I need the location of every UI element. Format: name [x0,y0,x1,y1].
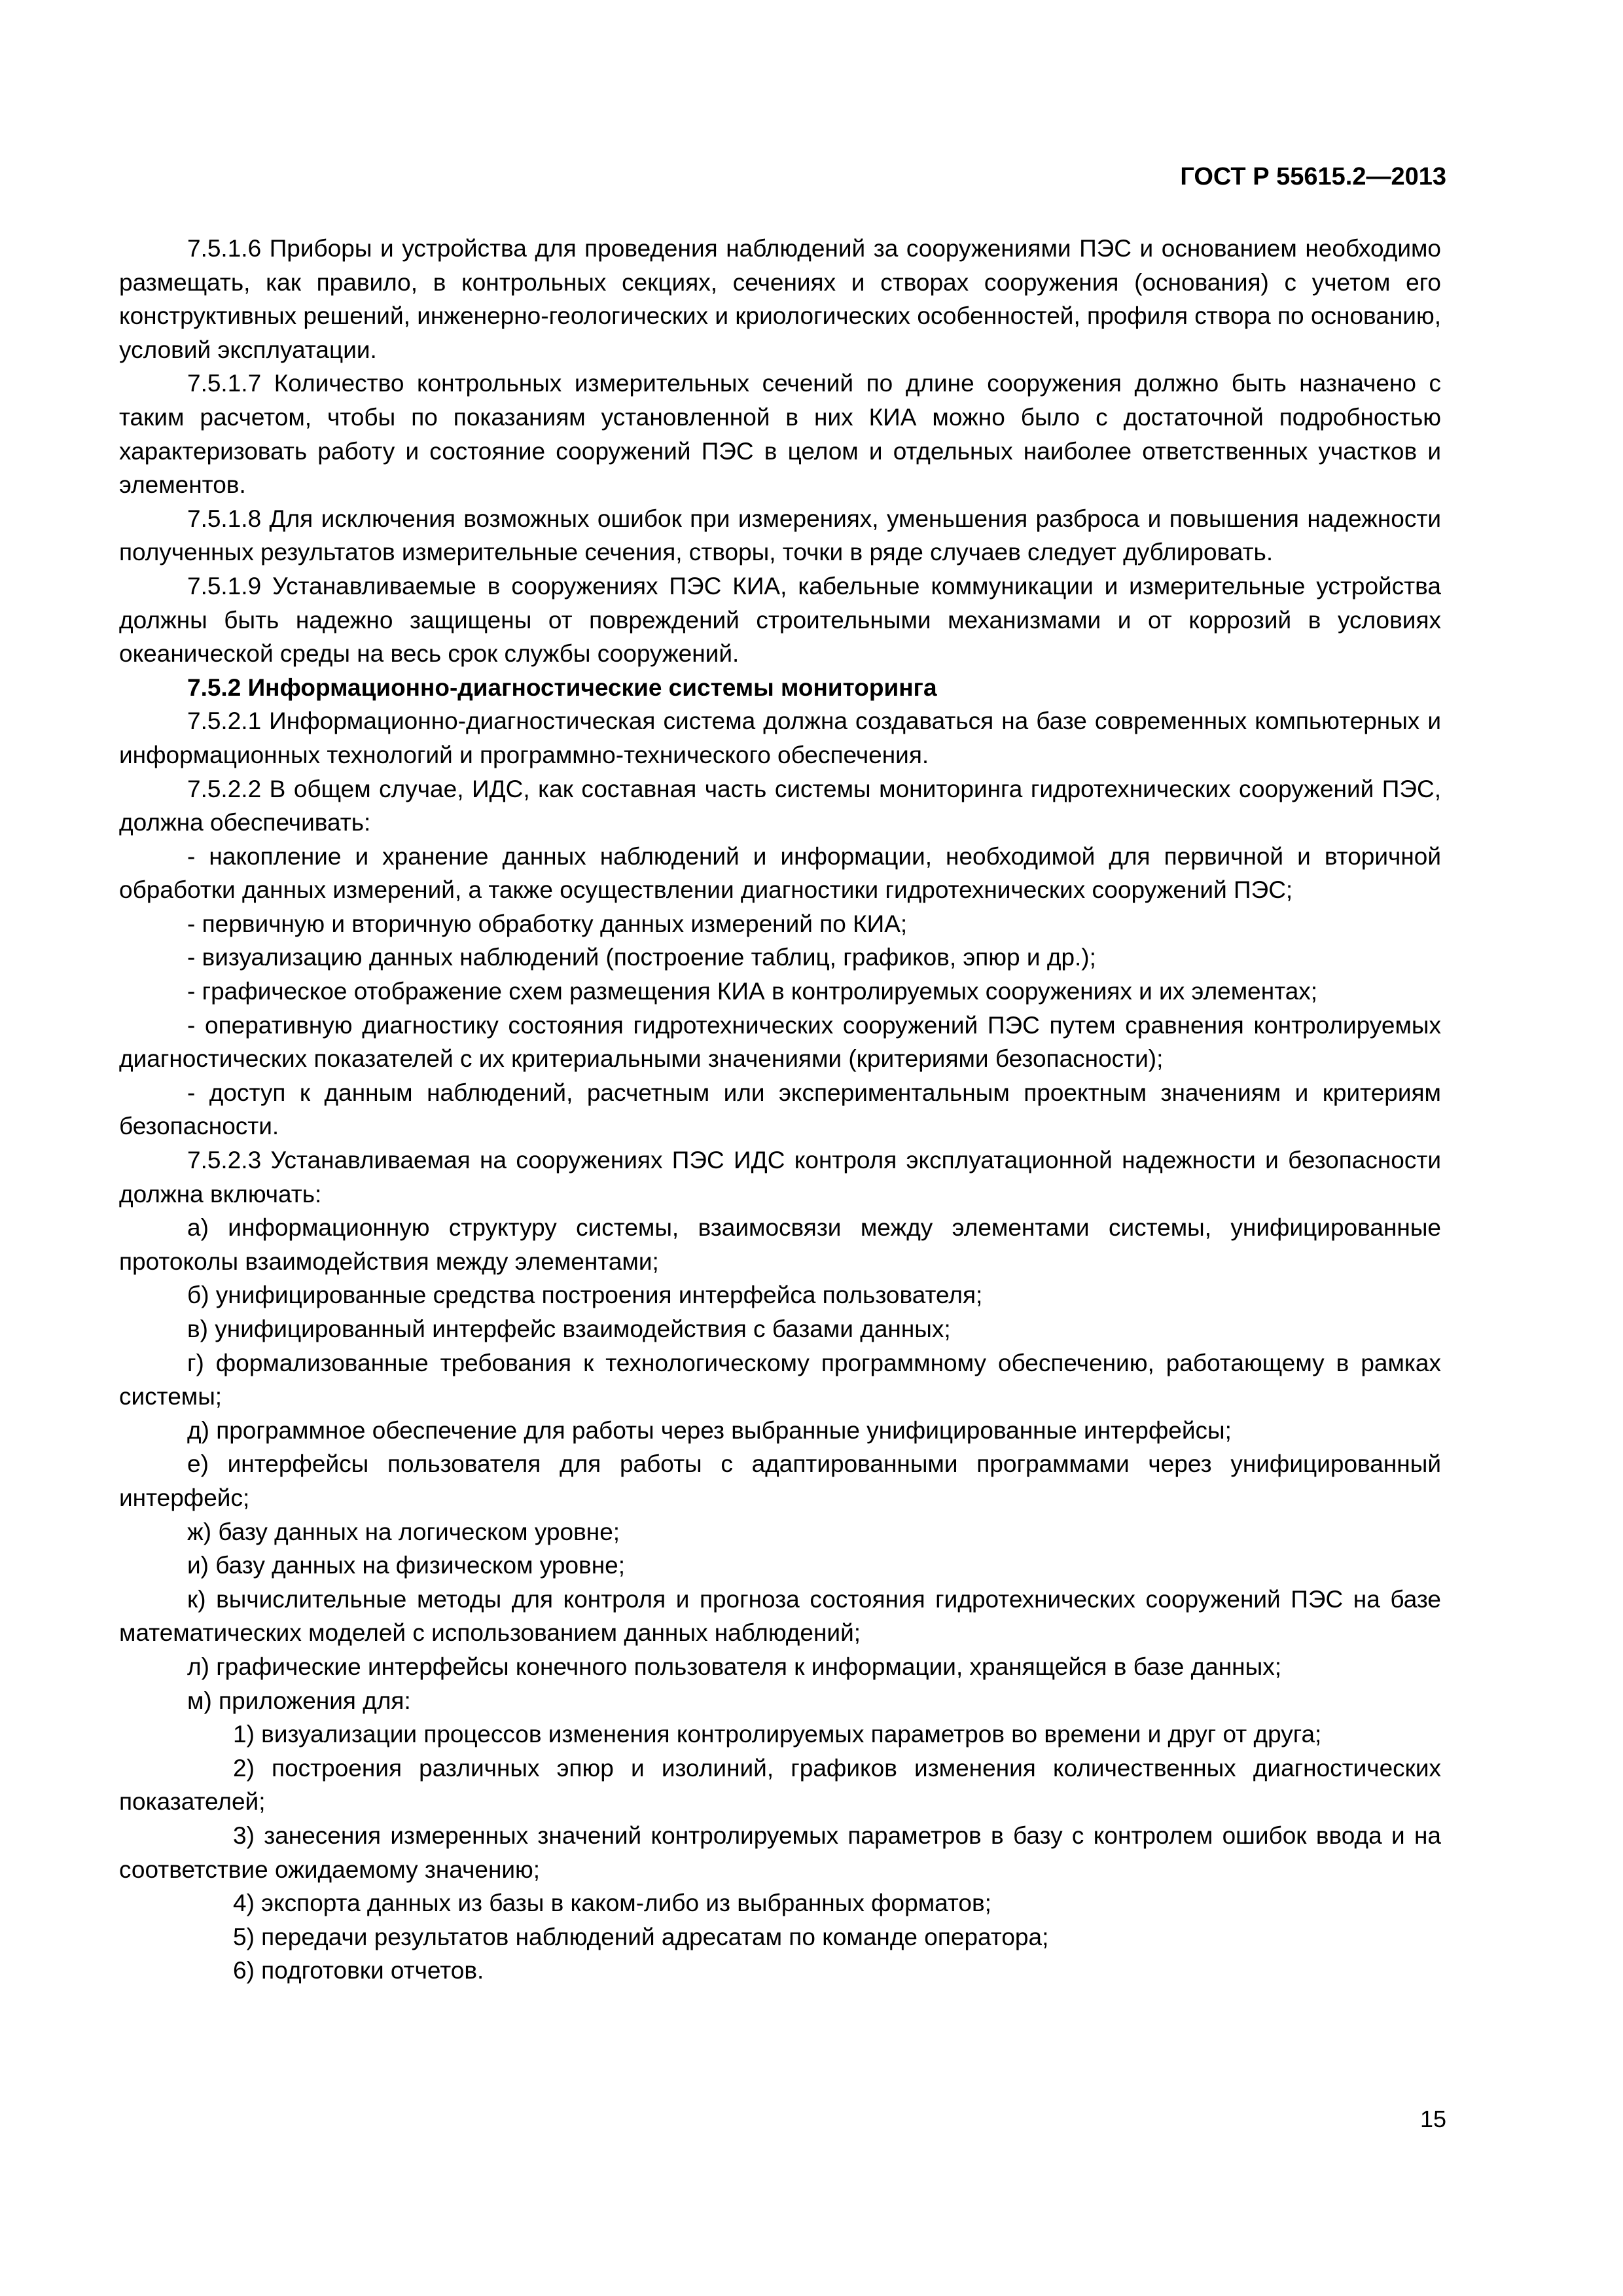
clause-7-5-2-1: 7.5.2.1 Информационно-диагностическая система должна создаваться на базе современных компьютерных и информационных технологий и программно-технического обеспечения. [119,708,1441,768]
list-item: к) вычислительные методы для контроля и прогноза состояния гидротехнических сооружений ПЭС на базе математических моделей с использованием данных наблюдений; [119,1585,1441,1647]
section-heading-7-5-2: 7.5.2 Информационно-диагностические системы мониторинга [187,673,937,701]
list-item: ж) базу данных на логическом уровне; [187,1518,620,1545]
list-item: - первичную и вторичную обработку данных измерений по КИА; [187,910,908,937]
list-item: в) унифицированный интерфейс взаимодействия с базами данных; [187,1316,951,1342]
clause-7-5-2-2: 7.5.2.2 В общем случае, ИДС, как составная часть системы мониторинга гидротехнических сооружений ПЭС, должна обеспечивать: [119,775,1441,836]
clause-7-5-1-9: 7.5.1.9 Устанавливаемые в сооружениях ПЭС КИА, кабельные коммуникации и измерительные устройства должны быть надежно защищены от повреждений строительными механизмами и от коррозий в условиях океанической среды на весь срок службы сооружений. [119,572,1441,668]
clause-7-5-1-8: 7.5.1.8 Для исключения возможных ошибок при измерениях, уменьшения разброса и повышения надежности полученных результатов измерительные сечения, створы, точки в ряде случаев следует дублировать. [119,505,1441,566]
clause-7-5-1-6: 7.5.1.6 Приборы и устройства для проведения наблюдений за сооружениями ПЭС и основанием необходимо размещать, как правило, в контрольных секциях, сечениях и створах сооружения (основания) с учетом его конструктивных решений, инженерно-геологических и криологических особенностей, профиля створа по основанию, условий эксплуатации. [119,235,1441,363]
sub-list-item: 5) передачи результатов наблюдений адресатам по команде оператора; [233,1923,1049,1950]
clause-7-5-2-3: 7.5.2.3 Устанавливаемая на сооружениях ПЭС ИДС контроля эксплуатационной надежности и безопасности должна включать: [119,1147,1441,1208]
list-item: и) базу данных на физическом уровне; [187,1552,625,1579]
list-item: а) информационную структуру системы, взаимосвязи между элементами системы, унифицированные протоколы взаимодействия между элементами; [119,1214,1441,1275]
list-item: - оперативную диагностику состояния гидротехнических сооружений ПЭС путем сравнения контролируемых диагностических показателей с их критериальными значениями (критериями безопасности); [119,1011,1441,1073]
list-item: д) программное обеспечение для работы через выбранные унифицированные интерфейсы; [187,1416,1232,1444]
list-item: - доступ к данным наблюдений, расчетным или экспериментальным проектным значениям и критериям безопасности. [119,1079,1441,1140]
list-item: м) приложения для: [187,1687,411,1714]
page-number: 15 [1419,2106,1446,2132]
list-item: е) интерфейсы пользователя для работы с адаптированными программами через унифицированный интерфейс; [119,1450,1441,1511]
list-item: л) графические интерфейсы конечного пользователя к информации, хранящейся в базе данных; [187,1653,1281,1680]
list-item: - накопление и хранение данных наблюдений и информации, необходимой для первичной и вторичной обработки данных измерений, а также осуществлении диагностики гидротехнических сооружений ПЭС; [119,842,1441,904]
list-item: г) формализованные требования к технологическому программному обеспечению, работающему в рамках системы; [119,1349,1441,1410]
standard-designation: ГОСТ Р 55615.2—2013 [1180,163,1446,190]
sub-list-item: 4) экспорта данных из базы в каком-либо из выбранных форматов; [233,1890,991,1917]
sub-list-item: 3) занесения измеренных значений контролируемых параметров в базу с контролем ошибок ввода и на соответствие ожидаемому значению; [119,1821,1441,1883]
clause-7-5-1-7: 7.5.1.7 Количество контрольных измерительных сечений по длине сооружения должно быть назначено с таким расчетом, чтобы по показаниям установленной в них КИА можно было с достаточной подробностью характеризовать работу и состояние сооружений ПЭС в целом и отдельных наиболее ответственных участков и элементов. [119,370,1441,499]
list-item: б) унифицированные средства построения интерфейса пользователя; [187,1282,983,1309]
sub-list-item: 6) подготовки отчетов. [233,1957,484,1984]
list-item: - графическое отображение схем размещения КИА в контролируемых сооружениях и их элементах; [187,978,1318,1005]
sub-list-item: 2) построения различных эпюр и изолиний, графиков изменения количественных диагностических показателей; [119,1754,1441,1816]
list-item: - визуализацию данных наблюдений (построение таблиц, графиков, эпюр и др.); [187,944,1096,971]
document-body [119,232,1441,1988]
sub-list-item: 1) визуализации процессов изменения контролируемых параметров во времени и друг от друга; [233,1721,1322,1748]
